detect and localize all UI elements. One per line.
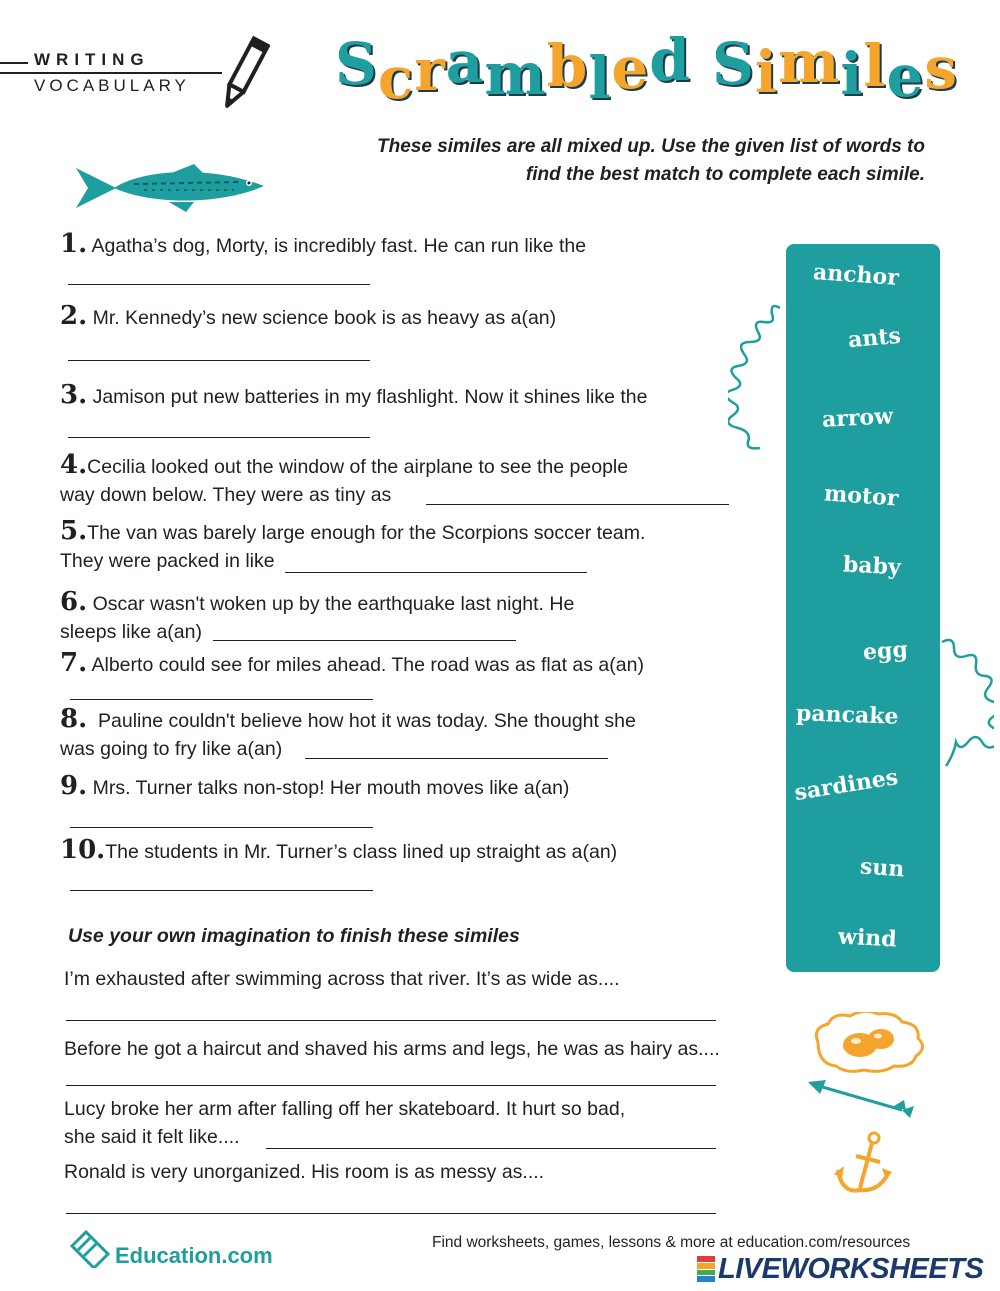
- title-letter: e: [886, 42, 925, 110]
- question-7: [60, 649, 740, 679]
- header-rule-short: [0, 62, 28, 64]
- question-text: The students in Mr. Turner’s class lined up straight as a(an): [105, 841, 618, 863]
- answer-blank-2[interactable]: [68, 360, 370, 361]
- title-letter: [691, 30, 712, 98]
- question-text: Alberto could see for miles ahead. The road was as flat as a(an): [91, 654, 644, 676]
- imagination-blank-1[interactable]: [66, 1020, 716, 1021]
- answer-blank-6[interactable]: [213, 640, 516, 641]
- title-letter: l: [863, 32, 887, 100]
- title-letter: e: [611, 34, 650, 102]
- imagination-prompt-3: Lucy broke her arm after falling off her skateboard. It hurt so bad,: [64, 1098, 626, 1120]
- title-letter: S: [335, 30, 378, 98]
- question-number: 5.: [60, 516, 88, 546]
- title-letter: l: [588, 44, 612, 112]
- education-logo-icon: [68, 1228, 112, 1268]
- word-bank-item: wind: [837, 923, 898, 953]
- pencil-icon: [218, 34, 270, 114]
- question-text-cont: way down below. They were as tiny as: [60, 484, 392, 506]
- word-bank-item: ants: [846, 322, 902, 354]
- imagination-blank-4[interactable]: [66, 1213, 716, 1214]
- question-8: [60, 705, 740, 763]
- answer-blank-8[interactable]: [305, 758, 608, 759]
- anchor-icon: [834, 1130, 894, 1200]
- brand-vocabulary: VOCABULARY: [34, 76, 190, 95]
- question-number: 3.: [60, 380, 88, 410]
- imagination-prompt-1: I’m exhausted after swimming across that river. It’s as wide as....: [64, 968, 620, 990]
- liveworksheets-logo-icon: [697, 1256, 715, 1282]
- imagination-prompt-3-cont: she said it felt like....: [64, 1126, 240, 1148]
- question-number: 7.: [60, 648, 88, 678]
- education-logo: Education.com: [115, 1243, 273, 1268]
- word-bank-item: sun: [859, 853, 906, 883]
- question-text: Cecilia looked out the window of the airplane to see the people: [87, 456, 629, 478]
- title-letter: m: [777, 28, 841, 96]
- question-text: Mr. Kennedy’s new science book is as heavy as a(an): [92, 307, 557, 329]
- word-bank-item: pancake: [795, 700, 899, 730]
- question-text-cont: sleeps like a(an): [60, 621, 202, 643]
- question-9: [60, 772, 740, 802]
- instructions-line-2: find the best match to complete each simile.: [525, 164, 925, 185]
- question-number: 2.: [60, 301, 88, 331]
- question-2: [60, 302, 740, 332]
- title-letter: i: [840, 40, 864, 108]
- question-number: 4.: [60, 450, 88, 480]
- question-number: 8.: [60, 704, 88, 734]
- imagination-prompt-2: Before he got a haircut and shaved his arms and legs, he was as hairy as....: [64, 1038, 720, 1060]
- question-4: [60, 451, 740, 509]
- instructions-line-1: These similes are all mixed up. Use the given list of words to: [377, 136, 925, 157]
- answer-blank-4[interactable]: [426, 504, 729, 505]
- word-bank-item: motor: [823, 480, 900, 512]
- word-bank-item: egg: [862, 636, 909, 666]
- answer-blank-1[interactable]: [68, 284, 370, 285]
- question-10: [60, 836, 740, 866]
- question-text: Oscar wasn't woken up by the earthquake last night. He: [92, 593, 575, 615]
- word-bank-item: baby: [842, 551, 902, 581]
- question-1: [60, 230, 740, 260]
- title-letter: S: [712, 30, 755, 98]
- question-text: Jamison put new batteries in my flashlight. Now it shines like the: [92, 386, 648, 408]
- question-text: Mrs. Turner talks non-stop! Her mouth moves like a(an): [92, 777, 570, 799]
- answer-blank-7[interactable]: [70, 699, 373, 700]
- question-text: Agatha’s dog, Morty, is incredibly fast. He can run like the: [91, 235, 587, 257]
- instructions: [305, 133, 925, 189]
- fried-egg-icon: [808, 1012, 926, 1074]
- arrow-icon: [806, 1076, 918, 1120]
- question-text-cont: They were packed in like: [60, 550, 275, 572]
- question-5: [60, 517, 740, 575]
- question-3: [60, 381, 740, 411]
- question-number: 6.: [60, 587, 88, 617]
- brand-writing: WRITING: [34, 50, 150, 69]
- question-text: Pauline couldn't believe how hot it was today. She thought she: [98, 710, 636, 732]
- question-number: 9.: [60, 771, 88, 801]
- fish-icon: [74, 160, 270, 216]
- title-letter: r: [414, 36, 446, 104]
- word-bank-item: sardines: [792, 763, 900, 807]
- page-title: [335, 26, 958, 112]
- imagination-prompt-4: Ronald is very unorganized. His room is as messy as....: [64, 1161, 545, 1183]
- title-letter: d: [649, 26, 691, 94]
- word-bank-item: anchor: [812, 259, 900, 291]
- liveworksheets-logo: LIVEWORKSHEETS: [718, 1253, 984, 1285]
- header-rule: [0, 72, 222, 74]
- footer-resources: Find worksheets, games, lessons & more at education.com/resources: [432, 1234, 911, 1251]
- imagination-blank-2[interactable]: [66, 1085, 716, 1086]
- answer-blank-3[interactable]: [68, 437, 370, 438]
- title-letter: s: [924, 34, 958, 102]
- question-number: 10.: [60, 835, 106, 865]
- title-letter: m: [484, 40, 547, 108]
- title-letter: b: [546, 32, 589, 100]
- answer-blank-10[interactable]: [70, 890, 373, 891]
- title-letter: a: [445, 28, 485, 96]
- question-number: 1.: [60, 229, 88, 259]
- word-bank-item: arrow: [821, 403, 894, 433]
- title-letter: c: [377, 44, 415, 112]
- question-6: [60, 588, 740, 646]
- question-text-cont: was going to fry like a(an): [60, 738, 283, 760]
- question-text: The van was barely large enough for the Scorpions soccer team.: [87, 522, 646, 544]
- squiggle-decoration: [934, 636, 994, 796]
- title-letter: i: [754, 38, 778, 106]
- squiggle-decoration: [728, 300, 792, 450]
- imagination-heading: Use your own imagination to finish these similes: [68, 925, 520, 947]
- answer-blank-5[interactable]: [285, 572, 587, 573]
- answer-blank-9[interactable]: [70, 827, 373, 828]
- imagination-blank-3[interactable]: [266, 1148, 716, 1149]
